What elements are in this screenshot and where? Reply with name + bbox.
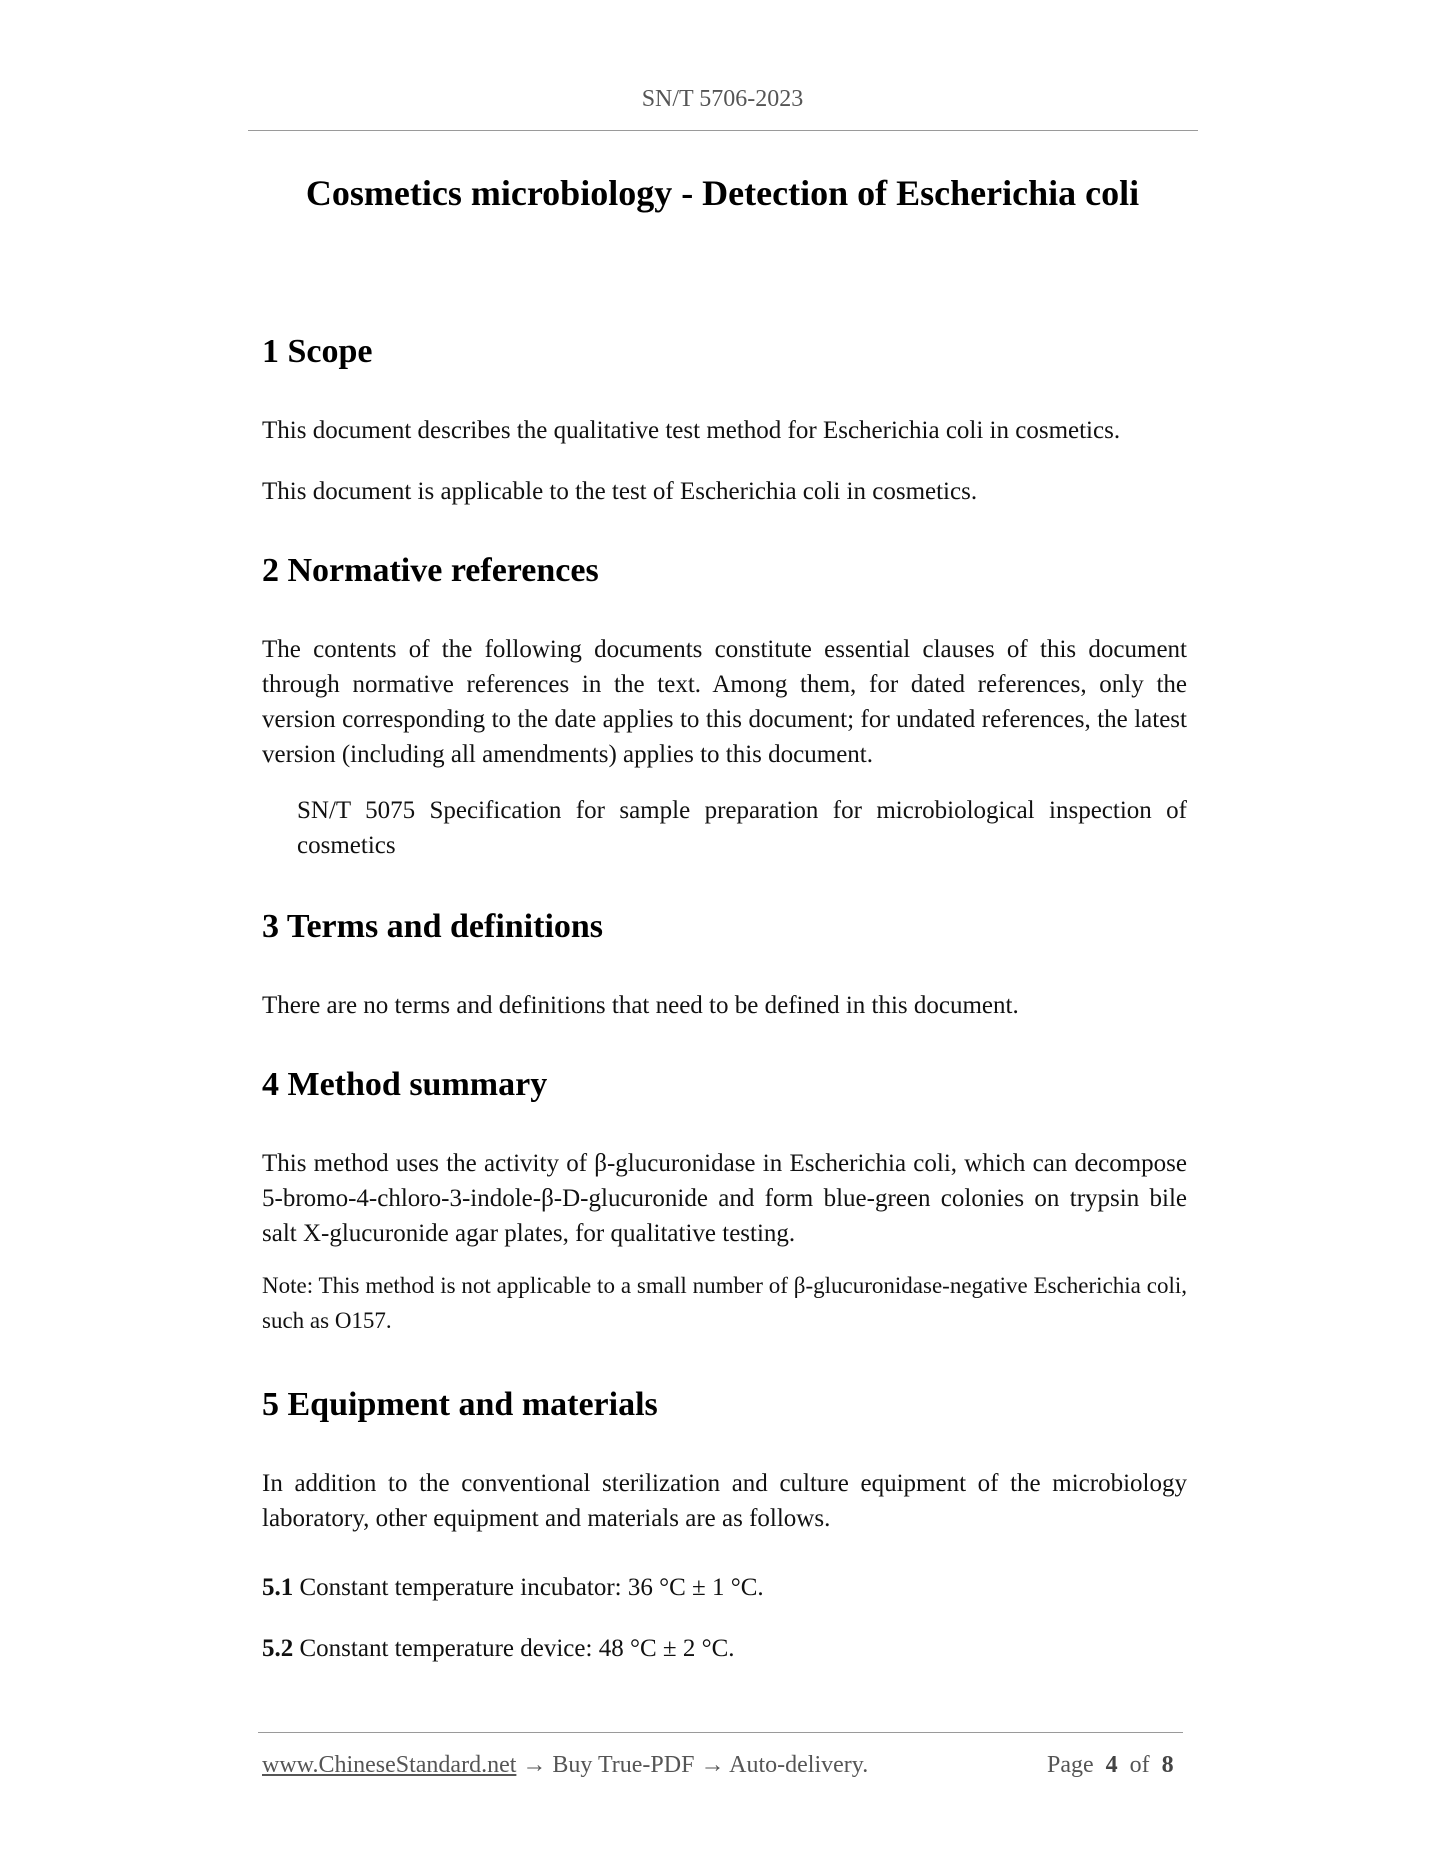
of-label: of xyxy=(1129,1752,1150,1778)
auto-delivery-text: Auto-delivery. xyxy=(729,1752,869,1778)
clause-number: 5.1 xyxy=(262,1574,294,1601)
equipment-materials-paragraph: In addition to the conventional sterilization and culture equipment of the microbiology laboratory, other equipment and materials are as follows. xyxy=(262,1470,1187,1532)
scope-paragraph-1: This document describes the qualitative test method for Escherichia coli in cosmetics. xyxy=(262,417,1121,444)
method-summary-paragraph: This method uses the activity of β-glucuronidase in Escherichia coli, which can decompose 5-bromo-4-chloro-3-indole-β-D-glucuronide and form blue-green colonies on trypsin bile salt X-glucuronide agar plates, for qualitative testing. xyxy=(262,1150,1187,1247)
clause-text: Constant temperature incubator: 36 °C ± 1 °C. xyxy=(293,1574,764,1601)
header-divider xyxy=(248,130,1198,131)
clause-text: Constant temperature device: 48 °C ± 2 °C. xyxy=(293,1635,735,1662)
scope-paragraph-2: This document is applicable to the test of Escherichia coli in cosmetics. xyxy=(262,478,978,505)
clause-5-2 xyxy=(262,1631,1187,1666)
page-number xyxy=(1047,1752,1174,1779)
method-summary-note: Note: This method is not applicable to a small number of β-glucuronidase-negative Escherichia coli, such as O157. xyxy=(262,1273,1187,1333)
clause-number: 5.2 xyxy=(262,1635,294,1662)
standard-code-header: SN/T 5706-2023 xyxy=(641,86,804,112)
section-heading-normative-references: 2 Normative references xyxy=(262,552,599,589)
total-pages: 8 xyxy=(1161,1752,1174,1778)
normative-reference-item: SN/T 5075 Specification for sample preparation for microbiological inspection of cosmetics xyxy=(297,797,1187,859)
buy-true-pdf-text: Buy True-PDF xyxy=(552,1752,695,1778)
page-label: Page xyxy=(1047,1752,1094,1778)
section-heading-scope: 1 Scope xyxy=(262,333,373,370)
footer-links xyxy=(262,1752,868,1779)
section-heading-method-summary: 4 Method summary xyxy=(262,1066,548,1103)
document-title: Cosmetics microbiology - Detection of Escherichia coli xyxy=(305,173,1140,213)
section-heading-equipment-materials: 5 Equipment and materials xyxy=(262,1386,658,1423)
current-page: 4 xyxy=(1105,1752,1118,1778)
arrow-right-icon: → xyxy=(516,1752,553,1778)
website-link[interactable]: www.ChineseStandard.net xyxy=(262,1752,517,1778)
arrow-right-icon: → xyxy=(694,1752,730,1778)
section-heading-terms-definitions: 3 Terms and definitions xyxy=(262,908,604,945)
terms-definitions-paragraph: There are no terms and definitions that need to be defined in this document. xyxy=(262,992,1019,1019)
footer-divider xyxy=(258,1732,1183,1733)
normative-references-paragraph: The contents of the following documents constitute essential clauses of this document through normative references in the text. Among them, for dated references, only the version corresponding to the date applies to this document; for undated references, the latest version (including all amendments) applies to this document. xyxy=(262,636,1187,768)
clause-5-1 xyxy=(262,1570,1187,1605)
